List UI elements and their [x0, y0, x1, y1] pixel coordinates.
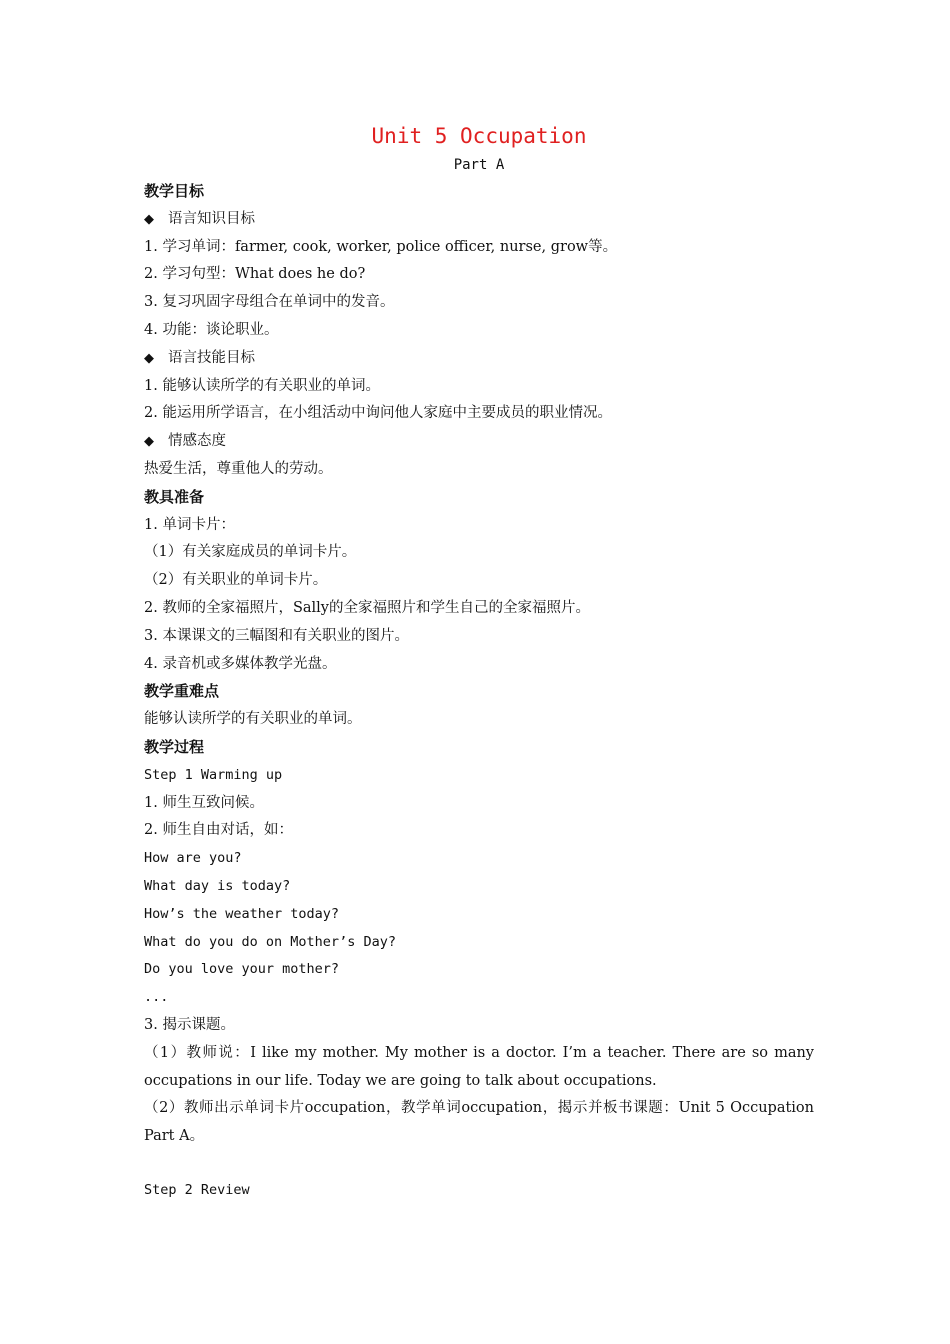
section-heading — [144, 734, 814, 762]
body-paragraph — [144, 1095, 814, 1151]
line-text: 教学目标 — [144, 182, 205, 200]
line-text: How’s the weather today? — [144, 905, 340, 922]
body-line — [144, 817, 814, 845]
line-text: 3. 本课课文的三幅图和有关职业的图片。 — [144, 627, 409, 644]
line-text: 情感态度 — [168, 433, 226, 450]
body-line — [144, 373, 814, 401]
line-text: How are you? — [144, 850, 242, 867]
bullet-item — [144, 428, 814, 456]
body-line — [144, 984, 814, 1012]
body-line — [144, 929, 814, 957]
line-text: 热爱生活，尊重他人的劳动。 — [144, 460, 333, 477]
body-line — [144, 400, 814, 428]
document-body — [144, 178, 814, 1205]
section-heading — [144, 678, 814, 706]
line-text: Step 2 Review — [144, 1181, 250, 1198]
line-text: 4. 功能：谈论职业。 — [144, 321, 279, 338]
line-text: What do you do on Mother’s Day? — [144, 933, 396, 950]
body-line — [144, 845, 814, 873]
line-text: 教学重难点 — [144, 682, 220, 701]
body-line — [144, 873, 814, 901]
body-line — [144, 1177, 814, 1205]
line-text: Step 1 Warming up — [144, 766, 283, 783]
line-text: 教学过程 — [144, 737, 205, 756]
document-subtitle: Part A — [453, 157, 505, 173]
body-line — [144, 956, 814, 984]
line-text: （2）教师出示单词卡片occupation，教学单词occupation，揭示并板书课题：Unit 5 Occupation Part A。 — [144, 1100, 814, 1145]
body-line — [144, 1012, 814, 1040]
body-line — [144, 234, 814, 262]
line-text: 2. 能运用所学语言，在小组活动中询问他人家庭中主要成员的职业情况。 — [144, 405, 612, 422]
body-line — [144, 623, 814, 651]
bullet-item — [144, 206, 814, 234]
line-text: （1）教师说：I like my mother. My mother is a doctor. I’m a teacher. There are so many occupations in our life. Today we are going to talk about occupations. — [144, 1044, 814, 1089]
line-text: 语言技能目标 — [168, 349, 255, 366]
line-text: 1. 师生互致问候。 — [144, 794, 264, 811]
line-text: 4. 录音机或多媒体教学光盘。 — [144, 655, 337, 672]
body-line — [144, 651, 814, 679]
line-text: 2. 教师的全家福照片，Sally的全家福照片和学生自己的全家福照片。 — [144, 599, 590, 616]
line-text: 2. 学习句型：What does he do? — [144, 266, 366, 283]
document-title: Unit 5 Occupation — [371, 124, 587, 148]
section-heading — [144, 484, 814, 512]
line-text: 能够认读所学的有关职业的单词。 — [144, 711, 362, 728]
body-line — [144, 539, 814, 567]
line-text: 3. 揭示课题。 — [144, 1016, 235, 1033]
line-text: 教具准备 — [144, 487, 205, 506]
line-text: 1. 能够认读所学的有关职业的单词。 — [144, 377, 380, 394]
document-content — [144, 120, 814, 1205]
body-line — [144, 512, 814, 540]
body-line — [144, 901, 814, 929]
line-text: 2. 师生自由对话，如： — [144, 822, 293, 839]
body-line — [144, 595, 814, 623]
diamond-bullet-icon: ◆ — [144, 211, 154, 227]
line-text: ... — [144, 989, 169, 1006]
body-line — [144, 289, 814, 317]
line-text: 1. 单词卡片： — [144, 516, 235, 533]
line-text: 3. 复习巩固字母组合在单词中的发音。 — [144, 294, 395, 311]
body-line — [144, 706, 814, 734]
line-text: Do you love your mother? — [144, 961, 340, 978]
diamond-bullet-icon: ◆ — [144, 434, 154, 450]
line-text: 1. 学习单词：farmer, cook, worker, police officer, nurse, grow等。 — [144, 238, 618, 255]
body-line — [144, 790, 814, 818]
body-line — [144, 261, 814, 289]
line-text: （2）有关职业的单词卡片。 — [144, 572, 328, 589]
body-line — [144, 567, 814, 595]
blank-line — [144, 1151, 814, 1177]
line-text: 语言知识目标 — [168, 210, 255, 227]
line-text: What day is today? — [144, 877, 291, 894]
line-text: （1）有关家庭成员的单词卡片。 — [144, 544, 357, 561]
body-line — [144, 317, 814, 345]
bullet-item — [144, 345, 814, 373]
body-paragraph — [144, 1040, 814, 1096]
body-line — [144, 456, 814, 484]
body-line — [144, 762, 814, 790]
diamond-bullet-icon: ◆ — [144, 350, 154, 366]
section-heading — [144, 178, 814, 206]
